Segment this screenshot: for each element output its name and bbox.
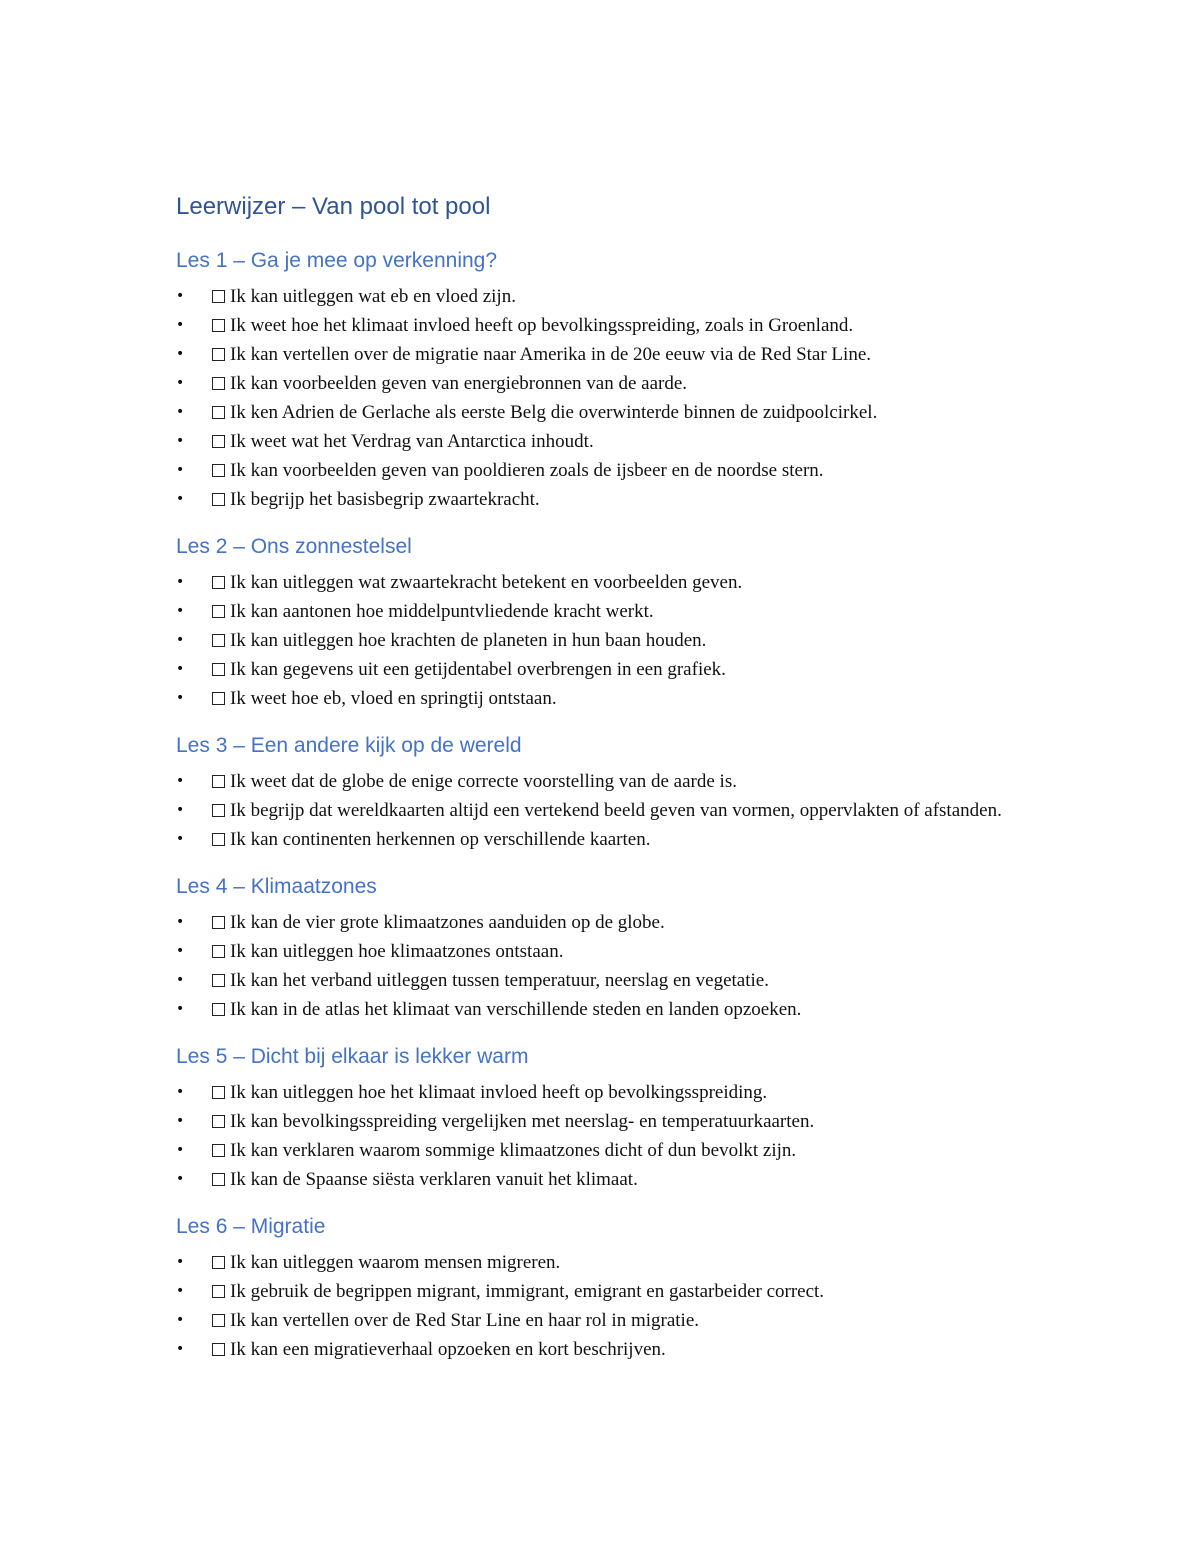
checklist-item xyxy=(176,1078,1076,1107)
bullet-icon: • xyxy=(176,661,185,677)
checkbox-icon[interactable] xyxy=(212,1115,225,1128)
checklist-item xyxy=(176,655,1076,684)
checklist-item xyxy=(176,966,1076,995)
lesson-title: Les 2 – Ons zonnestelsel xyxy=(176,535,412,558)
lesson-title: Les 3 – Een andere kijk op de wereld xyxy=(176,734,522,757)
bullet-icon: • xyxy=(176,1283,185,1299)
checklist xyxy=(176,908,1076,1024)
checkbox-icon[interactable] xyxy=(212,319,225,332)
checklist xyxy=(176,1248,1076,1364)
checklist-item xyxy=(176,1306,1076,1335)
checkbox-icon[interactable] xyxy=(212,493,225,506)
checklist-item-text: Ik kan vertellen over de migratie naar Amerika in de 20e eeuw via de Red Star Line. xyxy=(230,344,871,365)
checklist-item xyxy=(176,1165,1076,1194)
lesson-title: Les 6 – Migratie xyxy=(176,1215,326,1238)
bullet-icon: • xyxy=(176,375,185,391)
checklist xyxy=(176,568,1076,713)
checklist-item xyxy=(176,340,1076,369)
checkbox-icon[interactable] xyxy=(212,692,225,705)
checklist-item-text: Ik begrijp het basisbegrip zwaartekracht. xyxy=(230,489,540,510)
checklist-item xyxy=(176,626,1076,655)
bullet-icon: • xyxy=(176,690,185,706)
bullet-icon: • xyxy=(176,632,185,648)
checklist-item xyxy=(176,937,1076,966)
bullet-icon: • xyxy=(176,603,185,619)
checklist-item xyxy=(176,1248,1076,1277)
checklist-item-text: Ik begrijp dat wereldkaarten altijd een vertekend beeld geven van vormen, oppervlakten of afstanden. xyxy=(230,800,1002,821)
checkbox-icon[interactable] xyxy=(212,290,225,303)
checklist-item xyxy=(176,597,1076,626)
checklist-item-text: Ik gebruik de begrippen migrant, immigrant, emigrant en gastarbeider correct. xyxy=(230,1281,825,1302)
checklist-item xyxy=(176,311,1076,340)
checklist-item xyxy=(176,684,1076,713)
bullet-icon: • xyxy=(176,972,185,988)
checklist-item-text: Ik kan aantonen hoe middelpuntvliedende kracht werkt. xyxy=(230,601,654,622)
checklist-item-text: Ik kan de Spaanse siësta verklaren vanuit het klimaat. xyxy=(230,1169,638,1190)
bullet-icon: • xyxy=(176,1001,185,1017)
checklist-item xyxy=(176,398,1076,427)
checkbox-icon[interactable] xyxy=(212,348,225,361)
checklist-item-text: Ik ken Adrien de Gerlache als eerste Belg die overwinterde binnen de zuidpoolcirkel. xyxy=(230,402,878,423)
checkbox-icon[interactable] xyxy=(212,1343,225,1356)
checkbox-icon[interactable] xyxy=(212,377,225,390)
checklist-item xyxy=(176,1107,1076,1136)
checkbox-icon[interactable] xyxy=(212,1173,225,1186)
checkbox-icon[interactable] xyxy=(212,663,225,676)
checklist-item xyxy=(176,995,1076,1024)
checklist-item xyxy=(176,1335,1076,1364)
checkbox-icon[interactable] xyxy=(212,775,225,788)
bullet-icon: • xyxy=(176,943,185,959)
checklist-item-text: Ik kan uitleggen wat zwaartekracht betekent en voorbeelden geven. xyxy=(230,572,743,593)
checkbox-icon[interactable] xyxy=(212,1285,225,1298)
bullet-icon: • xyxy=(176,831,185,847)
bullet-icon: • xyxy=(176,433,185,449)
checkbox-icon[interactable] xyxy=(212,945,225,958)
checklist-item-text: Ik weet wat het Verdrag van Antarctica inhoudt. xyxy=(230,431,594,452)
checklist-item-text: Ik weet dat de globe de enige correcte voorstelling van de aarde is. xyxy=(230,771,737,792)
bullet-icon: • xyxy=(176,773,185,789)
checkbox-icon[interactable] xyxy=(212,1256,225,1269)
checkbox-icon[interactable] xyxy=(212,916,225,929)
bullet-icon: • xyxy=(176,1171,185,1187)
checkbox-icon[interactable] xyxy=(212,804,225,817)
bullet-icon: • xyxy=(176,914,185,930)
lesson-title: Les 4 – Klimaatzones xyxy=(176,875,377,898)
bullet-icon: • xyxy=(176,1341,185,1357)
checklist-item-text: Ik kan continenten herkennen op verschillende kaarten. xyxy=(230,829,651,850)
bullet-icon: • xyxy=(176,462,185,478)
checkbox-icon[interactable] xyxy=(212,634,225,647)
checkbox-icon[interactable] xyxy=(212,406,225,419)
checklist-item-text: Ik kan uitleggen waarom mensen migreren. xyxy=(230,1252,561,1273)
checklist-item xyxy=(176,796,1076,825)
checklist-item xyxy=(176,369,1076,398)
checklist-item-text: Ik kan bevolkingsspreiding vergelijken met neerslag- en temperatuurkaarten. xyxy=(230,1111,815,1132)
lesson-section xyxy=(176,532,1076,713)
lesson-section xyxy=(176,731,1076,854)
checklist-item xyxy=(176,825,1076,854)
bullet-icon: • xyxy=(176,1312,185,1328)
lesson-section xyxy=(176,872,1076,1024)
checklist-item xyxy=(176,456,1076,485)
bullet-icon: • xyxy=(176,1254,185,1270)
bullet-icon: • xyxy=(176,317,185,333)
checklist-item-text: Ik kan uitleggen wat eb en vloed zijn. xyxy=(230,286,516,307)
checklist-item-text: Ik kan de vier grote klimaatzones aanduiden op de globe. xyxy=(230,912,665,933)
checklist-item-text: Ik kan verklaren waarom sommige klimaatzones dicht of dun bevolkt zijn. xyxy=(230,1140,797,1161)
checklist xyxy=(176,282,1076,514)
checklist-item-text: Ik kan een migratieverhaal opzoeken en kort beschrijven. xyxy=(230,1339,666,1360)
document-page xyxy=(176,190,1076,1382)
checklist-item-text: Ik kan uitleggen hoe klimaatzones ontstaan. xyxy=(230,941,564,962)
checklist xyxy=(176,1078,1076,1194)
checkbox-icon[interactable] xyxy=(212,974,225,987)
checklist-item-text: Ik weet hoe het klimaat invloed heeft op bevolkingsspreiding, zoals in Groenland. xyxy=(230,315,854,336)
bullet-icon: • xyxy=(176,1084,185,1100)
lesson-section xyxy=(176,1212,1076,1364)
checklist-item-text: Ik kan uitleggen hoe krachten de planeten in hun baan houden. xyxy=(230,630,707,651)
bullet-icon: • xyxy=(176,1113,185,1129)
checkbox-icon[interactable] xyxy=(212,435,225,448)
lesson-section xyxy=(176,246,1076,514)
checkbox-icon[interactable] xyxy=(212,464,225,477)
lesson-title: Les 5 – Dicht bij elkaar is lekker warm xyxy=(176,1045,529,1068)
checkbox-icon[interactable] xyxy=(212,1144,225,1157)
checklist-item-text: Ik kan voorbeelden geven van pooldieren zoals de ijsbeer en de noordse stern. xyxy=(230,460,824,481)
checklist-item xyxy=(176,485,1076,514)
checkbox-icon[interactable] xyxy=(212,605,225,618)
checklist-item-text: Ik kan gegevens uit een getijdentabel overbrengen in een grafiek. xyxy=(230,659,726,680)
bullet-icon: • xyxy=(176,1142,185,1158)
lesson-title: Les 1 – Ga je mee op verkenning? xyxy=(176,249,498,272)
checklist-item xyxy=(176,427,1076,456)
checklist-item xyxy=(176,1136,1076,1165)
lesson-section xyxy=(176,1042,1076,1194)
checklist-item-text: Ik kan voorbeelden geven van energiebronnen van de aarde. xyxy=(230,373,688,394)
checkbox-icon[interactable] xyxy=(212,576,225,589)
checkbox-icon[interactable] xyxy=(212,1314,225,1327)
bullet-icon: • xyxy=(176,404,185,420)
bullet-icon: • xyxy=(176,802,185,818)
checklist-item xyxy=(176,767,1076,796)
bullet-icon: • xyxy=(176,574,185,590)
checkbox-icon[interactable] xyxy=(212,833,225,846)
bullet-icon: • xyxy=(176,491,185,507)
lessons-container xyxy=(176,246,1076,1364)
checklist-item xyxy=(176,908,1076,937)
checklist-item xyxy=(176,1277,1076,1306)
bullet-icon: • xyxy=(176,346,185,362)
checklist-item-text: Ik kan vertellen over de Red Star Line en haar rol in migratie. xyxy=(230,1310,700,1331)
checklist-item-text: Ik weet hoe eb, vloed en springtij ontstaan. xyxy=(230,688,557,709)
checkbox-icon[interactable] xyxy=(212,1003,225,1016)
checklist-item xyxy=(176,568,1076,597)
document-title: Leerwijzer – Van pool tot pool xyxy=(176,193,491,220)
checklist-item-text: Ik kan in de atlas het klimaat van verschillende steden en landen opzoeken. xyxy=(230,999,802,1020)
bullet-icon: • xyxy=(176,288,185,304)
checklist-item-text: Ik kan uitleggen hoe het klimaat invloed heeft op bevolkingsspreiding. xyxy=(230,1082,768,1103)
checkbox-icon[interactable] xyxy=(212,1086,225,1099)
checklist-item xyxy=(176,282,1076,311)
checklist-item-text: Ik kan het verband uitleggen tussen temperatuur, neerslag en vegetatie. xyxy=(230,970,769,991)
checklist xyxy=(176,767,1076,854)
